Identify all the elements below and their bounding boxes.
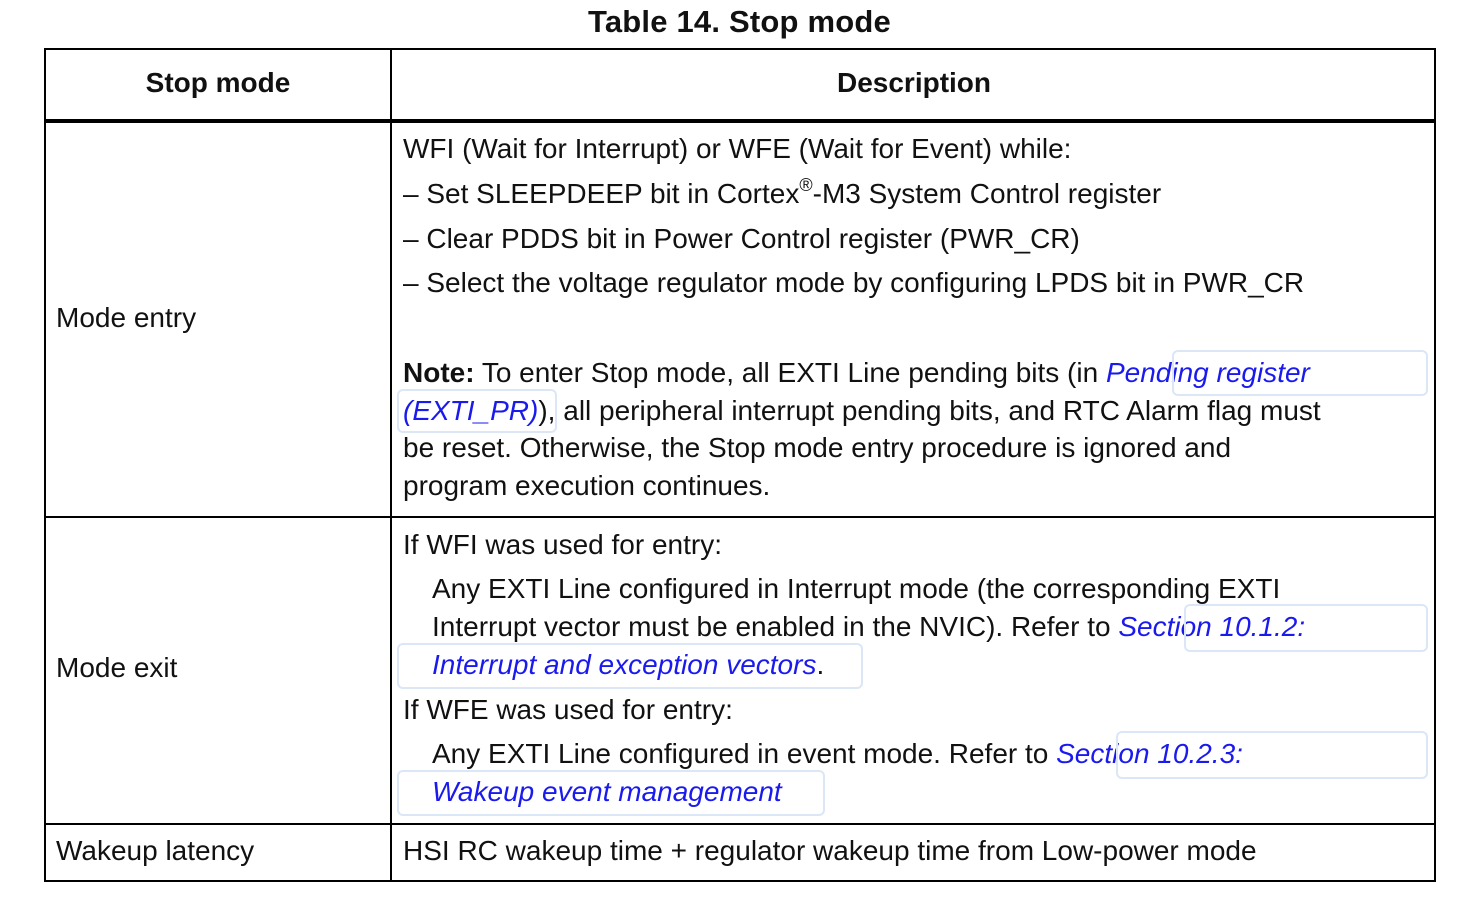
row-divider: [44, 516, 1436, 518]
row-divider: [44, 823, 1436, 825]
link-box-section-10-2-3: [1116, 731, 1428, 779]
wfe-line-1-text: Any EXTI Line configured in event mode. Refer to: [432, 738, 1057, 769]
mode-entry-line-2-a: – Set SLEEPDEEP bit in Cortex: [403, 178, 800, 209]
mode-entry-line-3: – Clear PDDS bit in Power Control register (PWR_CR): [403, 223, 1080, 254]
mode-entry-line-1: WFI (Wait for Interrupt) or WFE (Wait for Event) while:: [403, 133, 1072, 164]
wakeup-latency-text: HSI RC wakeup time + regulator wakeup time from Low-power mode: [403, 835, 1257, 866]
column-header-description: Description: [836, 67, 992, 98]
wfi-line-1: Any EXTI Line configured in Interrupt mode (the corresponding EXTI: [432, 573, 1281, 604]
link-box-pending-register: [1172, 350, 1428, 396]
table-caption: Table 14. Stop mode: [588, 4, 891, 39]
wakeup-event-link[interactable]: Wakeup event management: [432, 776, 782, 807]
column-header-stop-mode: Stop mode: [145, 67, 291, 98]
mode-entry-line-4: – Select the voltage regulator mode by configuring LPDS bit in PWR_CR: [403, 267, 1305, 298]
link-box-section-10-1-2: [1184, 604, 1428, 652]
mode-entry-line-2: [403, 175, 1161, 213]
mode-entry-line-2-b: -M3 System Control register: [812, 178, 1162, 209]
wfe-heading: If WFE was used for entry:: [403, 694, 733, 725]
interrupt-vectors-link[interactable]: Interrupt and exception vectors: [432, 649, 817, 680]
note-line-3: be reset. Otherwise, the Stop mode entry procedure is ignored and: [403, 432, 1232, 463]
note-prefix: Note:: [403, 357, 475, 388]
pending-register-link[interactable]: Pending register: [1105, 357, 1310, 388]
wfi-line-2: [432, 608, 1305, 646]
wfi-heading: If WFI was used for entry:: [403, 529, 722, 560]
section-10-1-2-link[interactable]: Section 10.1.2:: [1118, 611, 1306, 642]
row-label-wakeup-latency: Wakeup latency: [56, 835, 255, 866]
column-divider: [390, 48, 392, 882]
note-text: To enter Stop mode, all EXTI Line pending bits (in: [474, 357, 1106, 388]
registered-mark: ®: [799, 175, 813, 195]
link-box-wakeup-event: [397, 770, 825, 816]
row-label-mode-entry: Mode entry: [56, 302, 197, 333]
exti-pr-link[interactable]: (EXTI_PR): [403, 395, 539, 426]
row-label-mode-exit: Mode exit: [56, 652, 178, 683]
header-rule: [44, 119, 1436, 123]
note-text-continued: ), all peripheral interrupt pending bits, and RTC Alarm flag must: [538, 395, 1321, 426]
wfi-line-2-text: Interrupt vector must be enabled in the NVIC). Refer to: [432, 611, 1119, 642]
link-box-interrupt-vectors: [397, 643, 863, 689]
link-box-exti-pr: [397, 389, 557, 433]
section-10-2-3-link[interactable]: Section 10.2.3:: [1056, 738, 1243, 769]
note-line-4: program execution continues.: [403, 470, 771, 501]
wfi-period: .: [816, 649, 825, 680]
